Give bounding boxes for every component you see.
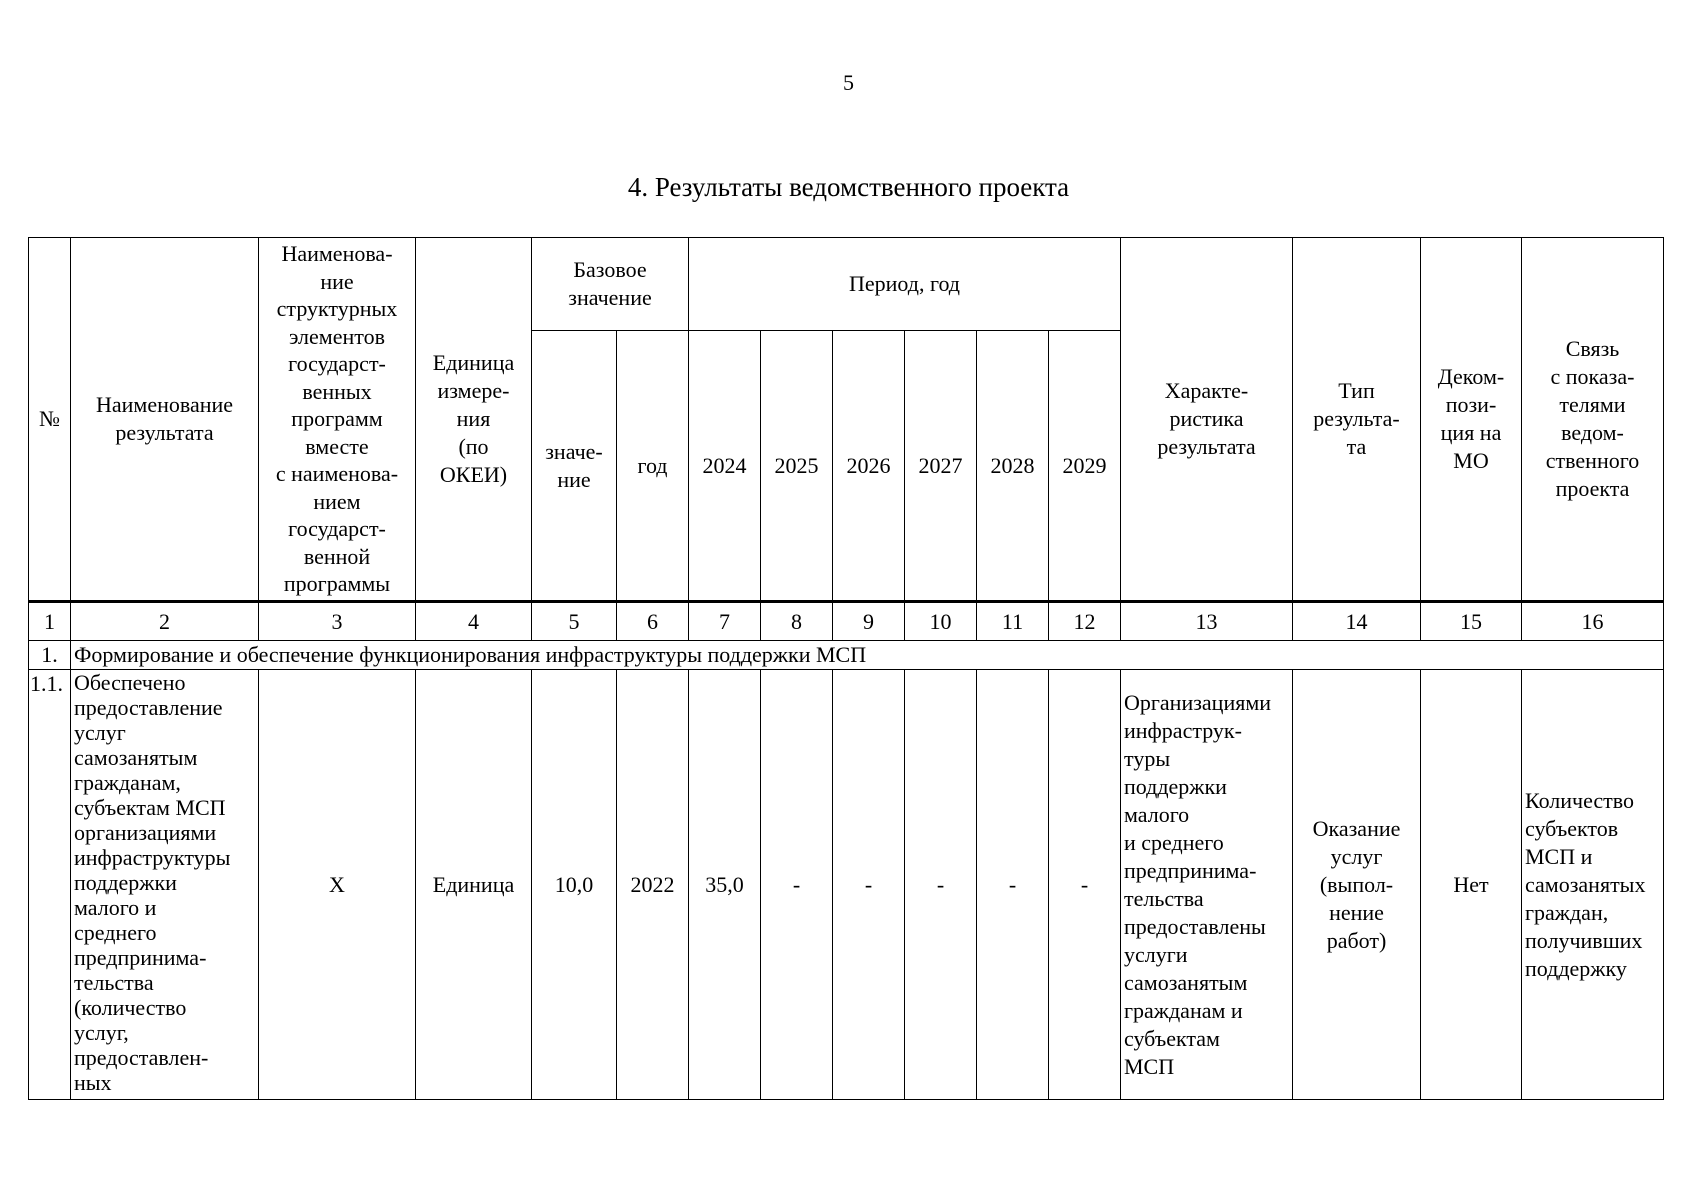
header-year: 2024 — [689, 331, 761, 602]
column-numbers-row — [29, 602, 1664, 641]
row-unit: Единица — [416, 670, 532, 1100]
column-number: 13 — [1121, 602, 1293, 641]
row-type: Оказание услуг (выпол- нение работ) — [1293, 670, 1421, 1100]
column-number: 5 — [532, 602, 617, 641]
header-row-1 — [29, 238, 1664, 331]
column-number: 3 — [259, 602, 416, 641]
header-base-value: значе- ние — [532, 331, 617, 602]
column-number: 15 — [1421, 602, 1522, 641]
section-row — [29, 641, 1664, 670]
row-year-value: - — [761, 670, 833, 1100]
section-title: 4. Результаты ведомственного проекта — [627, 172, 1070, 202]
header-no: № — [29, 238, 71, 602]
results-table — [28, 237, 1664, 1100]
header-struct: Наименова- ние структурных элементов государст- венных программ вместе с наименова- нием государст- венной программы — [259, 238, 416, 602]
column-number: 4 — [416, 602, 532, 641]
column-number: 2 — [71, 602, 259, 641]
section-title-cell: Формирование и обеспечение функционирования инфраструктуры поддержки МСП — [71, 641, 1664, 670]
column-number: 7 — [689, 602, 761, 641]
row-decomp: Нет — [1421, 670, 1522, 1100]
row-link: Количество субъектов МСП и самозанятых граждан, получивших поддержку — [1522, 670, 1664, 1100]
row-year-value: - — [977, 670, 1049, 1100]
header-year: 2028 — [977, 331, 1049, 602]
header-period: Период, год — [689, 238, 1121, 331]
section-number: 1. — [29, 641, 71, 670]
column-number: 12 — [1049, 602, 1121, 641]
column-number: 9 — [833, 602, 905, 641]
column-number: 6 — [617, 602, 689, 641]
row-struct: Х — [259, 670, 416, 1100]
header-type: Тип результа- та — [1293, 238, 1421, 602]
result-row — [29, 670, 1664, 1100]
column-number: 8 — [761, 602, 833, 641]
header-unit: Единица измере- ния (по ОКЕИ) — [416, 238, 532, 602]
column-number: 16 — [1522, 602, 1664, 641]
header-decomp: Деком- пози- ция на МО — [1421, 238, 1522, 602]
column-number: 10 — [905, 602, 977, 641]
row-number: 1.1. — [29, 670, 71, 1100]
header-year: 2026 — [833, 331, 905, 602]
header-name: Наименование результата — [71, 238, 259, 602]
row-character: Организациями инфраструк- туры поддержки малого и среднего предпринима- тельства предоставлены услуги самозанятым гражданам и субъектам МСП — [1121, 670, 1293, 1100]
header-character: Характе- ристика результата — [1121, 238, 1293, 602]
column-number: 1 — [29, 602, 71, 641]
column-number: 11 — [977, 602, 1049, 641]
row-year-value: - — [1049, 670, 1121, 1100]
header-base: Базовое значение — [532, 238, 689, 331]
row-name: Обеспечено предоставление услуг самозанятым гражданам, субъектам МСП организациями инфраструктуры поддержки малого и среднего предпринима- тельства (количество услуг, предоставлен- ных — [71, 670, 259, 1100]
row-base-year: 2022 — [617, 670, 689, 1100]
row-year-value: - — [905, 670, 977, 1100]
row-year-value: - — [833, 670, 905, 1100]
header-link: Связь с показа- телями ведом- ственного проекта — [1522, 238, 1664, 602]
column-number: 14 — [1293, 602, 1421, 641]
row-year-value: 35,0 — [689, 670, 761, 1100]
header-base-year: год — [617, 331, 689, 602]
header-year: 2027 — [905, 331, 977, 602]
header-year: 2029 — [1049, 331, 1121, 602]
row-base-value: 10,0 — [532, 670, 617, 1100]
header-year: 2025 — [761, 331, 833, 602]
page-number: 5 — [843, 70, 854, 95]
